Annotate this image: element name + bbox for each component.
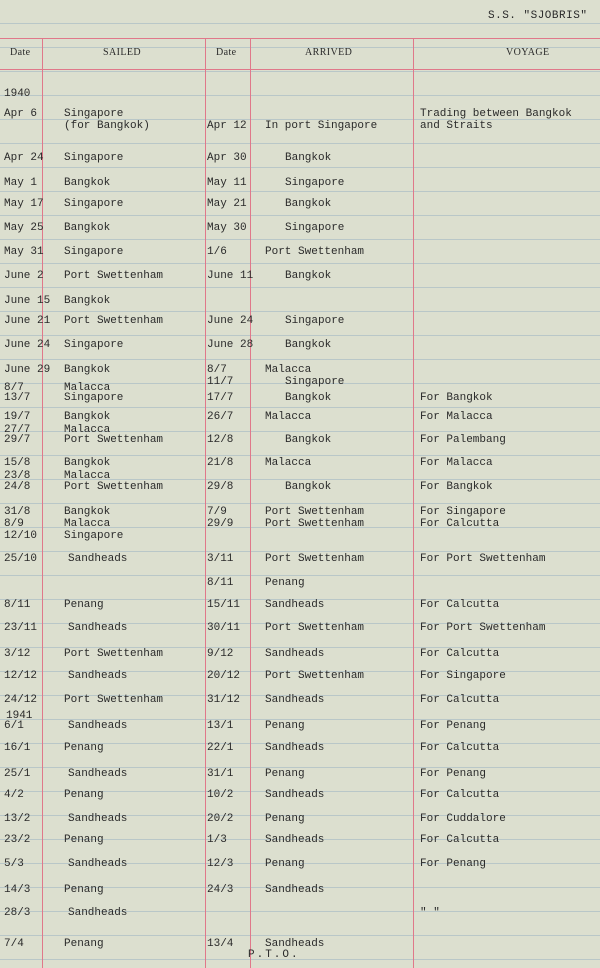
sailed-port: Singapore xyxy=(64,108,124,120)
arrived-port: Singapore xyxy=(285,177,345,189)
header-bottom-rule xyxy=(0,69,600,70)
arrived-date: 20/12 xyxy=(207,670,241,682)
arrived-port: Sandheads xyxy=(265,599,325,611)
voyage-note: For Singapore xyxy=(420,670,506,682)
sailed-date: 27/7 xyxy=(4,424,31,436)
sailed-date: 1941 xyxy=(6,710,33,722)
sailed-port: Sandheads xyxy=(68,622,128,634)
sailed-port: Port Swettenham xyxy=(64,648,164,660)
sailed-date: Apr 6 xyxy=(4,108,38,120)
arrived-port: Penang xyxy=(265,858,305,870)
arrived-date: 12/8 xyxy=(207,434,234,446)
arrived-date: 13/1 xyxy=(207,720,234,732)
voyage-note: For Port Swettenham xyxy=(420,553,546,565)
arrived-port: Singapore xyxy=(285,222,345,234)
arrived-port: Bangkok xyxy=(285,198,332,210)
sailed-date: 13/2 xyxy=(4,813,31,825)
voyage-note: For Penang xyxy=(420,768,487,780)
arrived-date: 8/7 xyxy=(207,364,227,376)
sailed-date: 31/8 xyxy=(4,506,31,518)
arrived-date: 12/3 xyxy=(207,858,234,870)
arrived-date: May 21 xyxy=(207,198,247,210)
arrived-date: 29/8 xyxy=(207,481,234,493)
sailed-port: Malacca xyxy=(64,518,111,530)
arrived-date: 31/12 xyxy=(207,694,241,706)
voyage-note: For Malacca xyxy=(420,411,493,423)
sailed-port: Bangkok xyxy=(64,295,111,307)
sailed-date: 12/10 xyxy=(4,530,38,542)
sailed-port: Sandheads xyxy=(68,858,128,870)
arrived-port: Malacca xyxy=(265,364,312,376)
please-turn-over: P.T.O. xyxy=(248,949,300,961)
header-date-sailed: Date xyxy=(10,47,31,58)
sailed-port: Penang xyxy=(64,834,104,846)
arrived-date: 17/7 xyxy=(207,392,234,404)
arrived-port: Port Swettenham xyxy=(265,622,365,634)
voyage-note: For Cuddalore xyxy=(420,813,506,825)
header-sailed: SAILED xyxy=(103,47,141,58)
voyage-note: For Calcutta xyxy=(420,789,500,801)
arrived-port: Malacca xyxy=(265,411,312,423)
sailed-date: 15/8 xyxy=(4,457,31,469)
arrived-date: 13/4 xyxy=(207,938,234,950)
column-rule xyxy=(205,38,206,968)
arrived-date: May 11 xyxy=(207,177,247,189)
arrived-date: 24/3 xyxy=(207,884,234,896)
sailed-port: Port Swettenham xyxy=(64,434,164,446)
arrived-date: 8/11 xyxy=(207,577,234,589)
arrived-port: Singapore xyxy=(285,315,345,327)
sailed-port: Port Swettenham xyxy=(64,481,164,493)
column-rule xyxy=(250,38,251,968)
sailed-port: Singapore xyxy=(64,392,124,404)
sailed-port: Bangkok xyxy=(64,411,111,423)
voyage-note: For Calcutta xyxy=(420,518,500,530)
sailed-date: 24/8 xyxy=(4,481,31,493)
sailed-port: Port Swettenham xyxy=(64,315,164,327)
arrived-port: Sandheads xyxy=(265,884,325,896)
sailed-date: 14/3 xyxy=(4,884,31,896)
sailed-port: Penang xyxy=(64,938,104,950)
ship-name: S.S. "SJOBRIS" xyxy=(488,10,588,22)
sailed-port: Malacca xyxy=(64,424,111,436)
sailed-port: Singapore xyxy=(64,246,124,258)
sailed-port: Sandheads xyxy=(68,813,128,825)
sailed-date: June 21 xyxy=(4,315,51,327)
sailed-port: Bangkok xyxy=(64,364,111,376)
arrived-port: Penang xyxy=(265,577,305,589)
sailed-date: June 2 xyxy=(4,270,44,282)
sailed-date: 13/7 xyxy=(4,392,31,404)
arrived-port: Bangkok xyxy=(285,339,332,351)
sailed-date: 16/1 xyxy=(4,742,31,754)
voyage-note: and Straits xyxy=(420,120,493,132)
sailed-date: May 17 xyxy=(4,198,44,210)
sailed-port: Penang xyxy=(64,599,104,611)
arrived-date: 22/1 xyxy=(207,742,234,754)
sailed-port: Sandheads xyxy=(68,768,128,780)
arrived-date: June 24 xyxy=(207,315,254,327)
sailed-date: June 29 xyxy=(4,364,51,376)
arrived-date: Apr 12 xyxy=(207,120,247,132)
arrived-date: 31/1 xyxy=(207,768,234,780)
sailed-date: 23/8 xyxy=(4,470,31,482)
sailed-date: 25/1 xyxy=(4,768,31,780)
sailed-date: 8/9 xyxy=(4,518,24,530)
voyage-note: For Singapore xyxy=(420,506,506,518)
sailed-date: 8/7 xyxy=(4,382,24,394)
arrived-date: 21/8 xyxy=(207,457,234,469)
sailed-date: May 1 xyxy=(4,177,38,189)
sailed-port: Bangkok xyxy=(64,457,111,469)
column-rule xyxy=(413,38,414,968)
arrived-date: 1/6 xyxy=(207,246,227,258)
sailed-date: 28/3 xyxy=(4,907,31,919)
sailed-date: 23/11 xyxy=(4,622,38,634)
voyage-note: For Penang xyxy=(420,720,487,732)
arrived-port: Sandheads xyxy=(265,648,325,660)
arrived-date: 3/11 xyxy=(207,553,234,565)
voyage-note: " " xyxy=(420,907,440,919)
sailed-date: 19/7 xyxy=(4,411,31,423)
arrived-port: Port Swettenham xyxy=(265,670,365,682)
voyage-note: For Palembang xyxy=(420,434,506,446)
voyage-note: For Bangkok xyxy=(420,392,493,404)
arrived-port: Sandheads xyxy=(265,789,325,801)
sailed-date: 25/10 xyxy=(4,553,38,565)
arrived-date: 11/7 xyxy=(207,376,234,388)
sailed-date: 23/2 xyxy=(4,834,31,846)
arrived-port: Sandheads xyxy=(265,742,325,754)
arrived-date: May 30 xyxy=(207,222,247,234)
header-arrived: ARRIVED xyxy=(305,47,353,58)
sailed-date: May 25 xyxy=(4,222,44,234)
arrived-port: Malacca xyxy=(265,457,312,469)
arrived-date: 20/2 xyxy=(207,813,234,825)
header-top-rule xyxy=(0,38,600,39)
sailed-date: 7/4 xyxy=(4,938,24,950)
sailed-port: Sandheads xyxy=(68,553,128,565)
sailed-port: Penang xyxy=(64,789,104,801)
arrived-date: 26/7 xyxy=(207,411,234,423)
sailed-port: Sandheads xyxy=(68,720,128,732)
sailed-port: Penang xyxy=(64,742,104,754)
arrived-date: June 28 xyxy=(207,339,254,351)
arrived-port: Port Swettenham xyxy=(265,246,365,258)
header-voyage: VOYAGE xyxy=(506,47,550,58)
arrived-date: 30/11 xyxy=(207,622,241,634)
voyage-note: For Malacca xyxy=(420,457,493,469)
sailed-date: 12/12 xyxy=(4,670,38,682)
sailed-port: Port Swettenham xyxy=(64,694,164,706)
sailed-port: Sandheads xyxy=(68,907,128,919)
arrived-date: 1/3 xyxy=(207,834,227,846)
arrived-port: Penang xyxy=(265,720,305,732)
arrived-port: Bangkok xyxy=(285,270,332,282)
sailed-port: (for Bangkok) xyxy=(64,120,150,132)
sailed-port: Singapore xyxy=(64,339,124,351)
sailed-date: May 31 xyxy=(4,246,44,258)
voyage-note: For Calcutta xyxy=(420,694,500,706)
sailed-port: Bangkok xyxy=(64,177,111,189)
sailed-port: Port Swettenham xyxy=(64,270,164,282)
arrived-date: 7/9 xyxy=(207,506,227,518)
header-date-arrived: Date xyxy=(216,47,237,58)
sailed-port: Penang xyxy=(64,884,104,896)
sailed-port: Sandheads xyxy=(68,670,128,682)
arrived-port: Penang xyxy=(265,813,305,825)
arrived-port: Sandheads xyxy=(265,694,325,706)
sailed-date: Apr 24 xyxy=(4,152,44,164)
voyage-note: For Calcutta xyxy=(420,599,500,611)
arrived-port: Bangkok xyxy=(285,434,332,446)
sailed-port: Singapore xyxy=(64,152,124,164)
arrived-port: Bangkok xyxy=(285,392,332,404)
sailed-date: 5/3 xyxy=(4,858,24,870)
sailed-date: 24/12 xyxy=(4,694,38,706)
sailed-port: Bangkok xyxy=(64,222,111,234)
arrived-date: 15/11 xyxy=(207,599,241,611)
sailed-date: 1940 xyxy=(4,88,31,100)
arrived-date: Apr 30 xyxy=(207,152,247,164)
sailed-date: 3/12 xyxy=(4,648,31,660)
arrived-port: Port Swettenham xyxy=(265,518,365,530)
arrived-port: Sandheads xyxy=(265,938,325,950)
arrived-port: Bangkok xyxy=(285,481,332,493)
sailed-date: 6/1 xyxy=(4,720,24,732)
sailed-date: 4/2 xyxy=(4,789,24,801)
sailed-port: Malacca xyxy=(64,470,111,482)
arrived-date: 9/12 xyxy=(207,648,234,660)
sailed-port: Singapore xyxy=(64,198,124,210)
voyage-note: Trading between Bangkok xyxy=(420,108,572,120)
arrived-port: Port Swettenham xyxy=(265,553,365,565)
arrived-date: 29/9 xyxy=(207,518,234,530)
sailed-date: June 15 xyxy=(4,295,51,307)
sailed-date: June 24 xyxy=(4,339,51,351)
arrived-port: Sandheads xyxy=(265,834,325,846)
voyage-note: For Penang xyxy=(420,858,487,870)
sailed-date: 8/11 xyxy=(4,599,31,611)
voyage-note: For Calcutta xyxy=(420,742,500,754)
arrived-port: In port Singapore xyxy=(265,120,378,132)
arrived-port: Port Swettenham xyxy=(265,506,365,518)
arrived-port: Singapore xyxy=(285,376,345,388)
sailed-port: Singapore xyxy=(64,530,124,542)
sailed-date: 29/7 xyxy=(4,434,31,446)
voyage-note: For Calcutta xyxy=(420,648,500,660)
arrived-port: Bangkok xyxy=(285,152,332,164)
arrived-port: Penang xyxy=(265,768,305,780)
voyage-note: For Bangkok xyxy=(420,481,493,493)
column-rule xyxy=(42,38,43,968)
voyage-note: For Port Swettenham xyxy=(420,622,546,634)
sailed-port: Malacca xyxy=(64,382,111,394)
sailed-port: Bangkok xyxy=(64,506,111,518)
arrived-date: June 11 xyxy=(207,270,254,282)
voyage-note: For Calcutta xyxy=(420,834,500,846)
arrived-date: 10/2 xyxy=(207,789,234,801)
